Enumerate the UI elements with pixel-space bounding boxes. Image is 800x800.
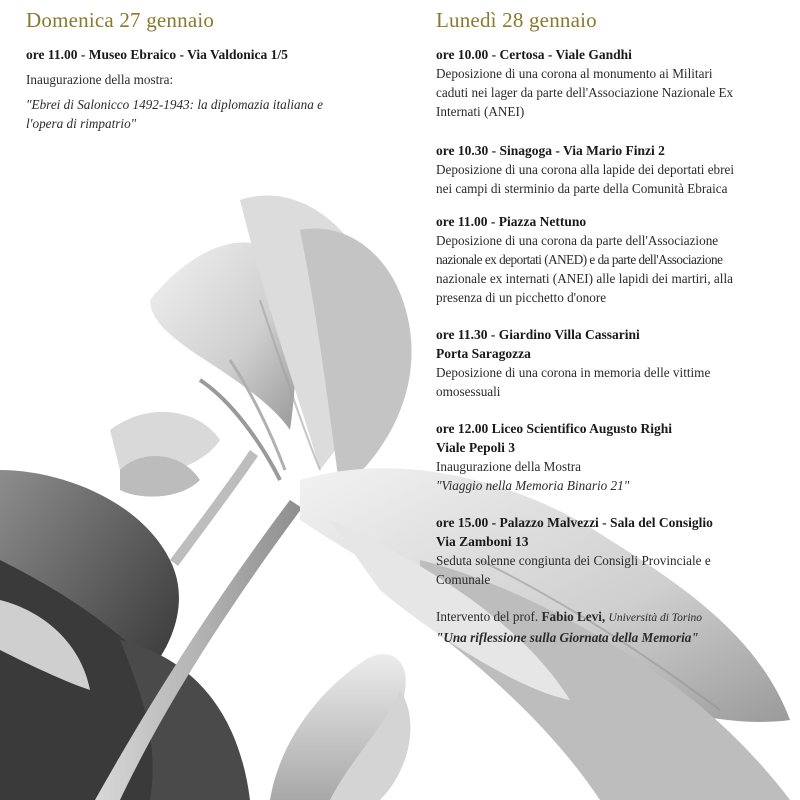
event-description: Inaugurazione della mostra: [26, 72, 174, 87]
event-head-2: Via Zamboni 13 [436, 534, 529, 549]
event-villa-cassarini [436, 325, 776, 401]
day-heading-monday: Lunedì 28 gennaio [436, 8, 597, 32]
event-head: ore 15.00 - Palazzo Malvezzi - Sala del Consiglio [436, 515, 713, 530]
event-head-2: Porta Saragozza [436, 346, 531, 361]
event-sinagoga [436, 141, 776, 198]
event-line: Deposizione di una corona in memoria delle vittime [436, 365, 711, 380]
exhibition-title: "Viaggio nella Memoria Binario 21" [436, 478, 630, 493]
event-line: nazionale ex deportati (ANED) e da parte dell'Associazione [436, 252, 723, 267]
event-certosa [436, 45, 776, 121]
speaker-line [436, 607, 776, 628]
event-line: Deposizione di una corona al monumento ai Militari [436, 66, 713, 81]
event-line: Comunale [436, 572, 491, 587]
event-line: Deposizione di una corona da parte dell'Associazione [436, 233, 719, 248]
exhibition-title-line2: l'opera di rimpatrio" [26, 116, 137, 131]
event-head: ore 10.30 - Sinagoga - Via Mario Finzi 2 [436, 143, 665, 158]
event-line: Internati (ANEI) [436, 104, 525, 119]
event-line: Seduta solenne congiunta dei Consigli Provinciale e [436, 553, 711, 568]
right-column [436, 8, 776, 659]
speaker-intro: Intervento del prof. [436, 609, 539, 624]
event-head: ore 11.00 - Piazza Nettuno [436, 214, 587, 229]
talk-title: "Una riflessione sulla Giornata della Memoria" [436, 630, 699, 645]
event-piazza-nettuno [436, 212, 776, 307]
event-palazzo-malvezzi [436, 513, 776, 589]
event-line: Deposizione di una corona alla lapide dei deportati ebrei [436, 162, 735, 177]
event-head: ore 10.00 - Certosa - Viale Gandhi [436, 47, 632, 62]
speaker-affiliation: Università di Torino [608, 612, 703, 624]
event-line: nazionale ex internati (ANEI) alle lapidi dei martiri, alla [436, 271, 733, 286]
day-heading-sunday: Domenica 27 gennaio [26, 8, 215, 32]
event-line: omosessuali [436, 384, 501, 399]
event-time-place: ore 11.00 - Museo Ebraico - Via Valdonica 1/5 [26, 47, 288, 62]
event-line: presenza di un picchetto d'onore [436, 290, 607, 305]
speaker-name: Fabio Levi, [541, 609, 606, 624]
left-column [26, 8, 376, 133]
event-line: caduti nei lager da parte dell'Associazione Nazionale Ex [436, 85, 734, 100]
event-head-2: Viale Pepoli 3 [436, 440, 515, 455]
event-liceo-righi [436, 419, 776, 495]
event-line: nei campi di sterminio da parte della Comunità Ebraica [436, 181, 728, 196]
event-head: ore 12.00 Liceo Scientifico Augusto Righi [436, 421, 672, 436]
event-line: Inaugurazione della Mostra [436, 459, 582, 474]
event-head: ore 11.30 - Giardino Villa Cassarini [436, 327, 640, 342]
speaker-block [436, 607, 776, 647]
exhibition-title-line1: "Ebrei di Salonicco 1492-1943: la diplomazia italiana e [26, 97, 323, 112]
